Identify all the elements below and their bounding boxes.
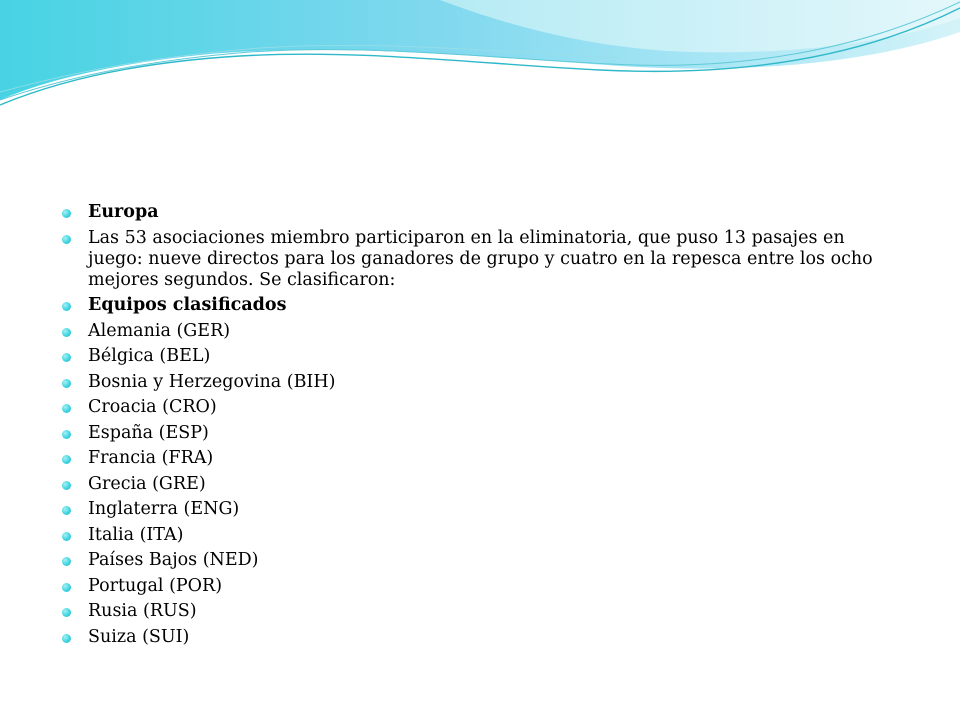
bullet-dot-icon bbox=[62, 353, 71, 362]
bullet-dot-icon bbox=[62, 532, 71, 541]
bullet-dot-icon bbox=[62, 455, 71, 464]
bullet-dot-icon bbox=[62, 235, 71, 244]
bullet-text: Inglaterra (ENG) bbox=[88, 499, 240, 519]
bullet-dot-icon bbox=[62, 209, 71, 218]
bullet-text: España (ESP) bbox=[88, 422, 209, 443]
bullet-text: Bosnia y Herzegovina (BIH) bbox=[88, 371, 336, 392]
bullet-dot-icon bbox=[62, 379, 71, 388]
bullet-text: Equipos clasificados bbox=[88, 295, 287, 315]
bullet-item bbox=[62, 601, 892, 622]
bullet-text: Portugal (POR) bbox=[88, 575, 223, 596]
bullet-item bbox=[62, 576, 892, 597]
bullet-item bbox=[62, 228, 892, 291]
bullet-item bbox=[62, 550, 892, 571]
bullet-dot-icon bbox=[62, 583, 71, 592]
bullet-list bbox=[62, 202, 892, 648]
bullet-item bbox=[62, 321, 892, 342]
bullet-dot-icon bbox=[62, 557, 71, 566]
header-wave-decoration bbox=[0, 0, 960, 115]
bullet-text: Suiza (SUI) bbox=[88, 626, 190, 647]
bullet-text: Francia (FRA) bbox=[88, 448, 214, 468]
bullet-text: Bélgica (BEL) bbox=[88, 346, 211, 366]
bullet-item bbox=[62, 346, 892, 367]
slide-content bbox=[62, 202, 892, 652]
bullet-text: Las 53 asociaciones miembro participaron en la eliminatoria, que puso 13 pasajes en juego: nueve directos para los ganadores de grupo y cuatro en la repesca entre los ocho mejores segundos. Se clasificaron: bbox=[88, 227, 873, 290]
bullet-text: Rusia (RUS) bbox=[88, 601, 197, 621]
bullet-dot-icon bbox=[62, 481, 71, 490]
bullet-heading bbox=[62, 295, 892, 316]
bullet-text: Grecia (GRE) bbox=[88, 473, 206, 494]
bullet-item bbox=[62, 525, 892, 546]
bullet-item bbox=[62, 423, 892, 444]
bullet-dot-icon bbox=[62, 430, 71, 439]
bullet-heading bbox=[62, 202, 892, 223]
bullet-dot-icon bbox=[62, 634, 71, 643]
bullet-item bbox=[62, 474, 892, 495]
bullet-text: Alemania (GER) bbox=[88, 320, 231, 341]
bullet-dot-icon bbox=[62, 506, 71, 515]
bullet-text: Europa bbox=[88, 202, 159, 222]
bullet-dot-icon bbox=[62, 302, 71, 311]
bullet-item bbox=[62, 397, 892, 418]
bullet-dot-icon bbox=[62, 608, 71, 617]
bullet-text: Países Bajos (NED) bbox=[88, 550, 259, 570]
bullet-item bbox=[62, 448, 892, 469]
bullet-item bbox=[62, 627, 892, 648]
bullet-dot-icon bbox=[62, 328, 71, 337]
bullet-dot-icon bbox=[62, 404, 71, 413]
bullet-text: Italia (ITA) bbox=[88, 524, 184, 545]
bullet-item bbox=[62, 499, 892, 520]
bullet-text: Croacia (CRO) bbox=[88, 397, 217, 417]
bullet-item bbox=[62, 372, 892, 393]
